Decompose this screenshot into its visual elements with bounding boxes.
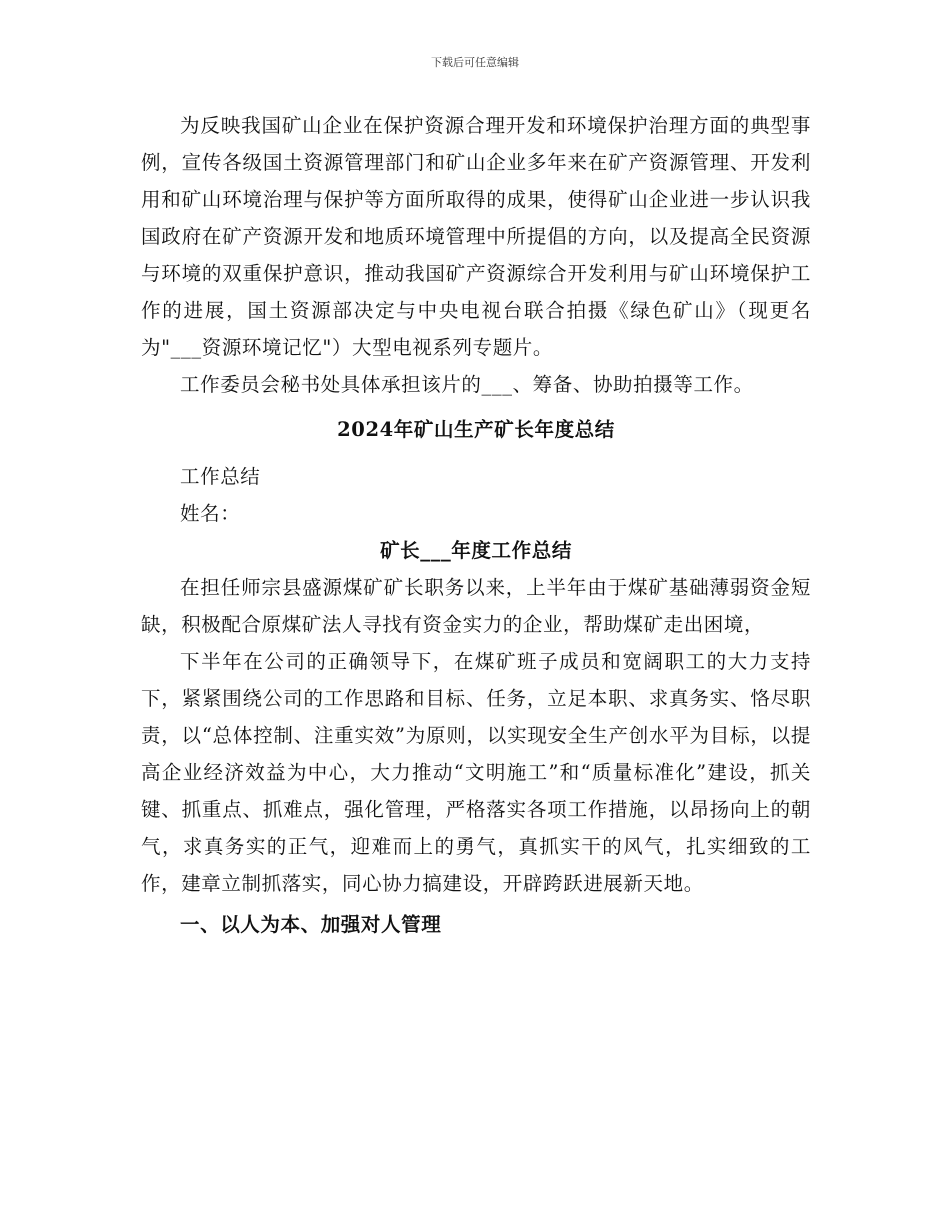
body-paragraph-1: 在担任师宗县盛源煤矿矿长职务以来，上半年由于煤矿基础薄弱资金短缺，积极配合原煤矿法人寻找有资金实力的企业，帮助煤矿走出困境， xyxy=(141,576,811,636)
document-title: 2024年矿山生产矿长年度总结 xyxy=(337,418,615,441)
intro-paragraph-2: 工作委员会秘书处具体承担该片的___、筹备、协助拍摄等工作。 xyxy=(180,373,754,396)
label-name: 姓名： xyxy=(180,502,241,525)
document-subtitle: 矿长___年度工作总结 xyxy=(380,539,572,562)
label-work-summary: 工作总结 xyxy=(180,465,261,488)
body-paragraph-2: 下半年在公司的正确领导下，在煤矿班子成员和宽阔职工的大力支持下，紧紧围绕公司的工作思路和目标、任务，立足本职、求真务实、恪尽职责，以“总体控制、注重实效”为原则，以实现安全生产创水平为目标，以提高企业经济效益为中心，大力推动“文明施工”和“质量标准化”建设，抓关键、抓重点、抓难点，强化管理，严格落实各项工作措施，以昂扬向上的朝气，求真务实的正气，迎难而上的勇气，真抓实干的风气，扎实细致的工作，建章立制抓落实，同心协力搞建设，开辟跨跃进展新天地。 xyxy=(141,650,811,895)
header-note: 下载后可任意编辑 xyxy=(431,56,519,69)
document-body xyxy=(141,107,811,943)
section-heading-1: 一、以人为本、加强对人管理 xyxy=(180,913,442,936)
intro-paragraph-1: 为反映我国矿山企业在保护资源合理开发和环境保护治理方面的典型事例，宣传各级国土资源管理部门和矿山企业多年来在矿产资源管理、开发利用和矿山环境治理与保护等方面所取得的成果，使得矿山企业进一步认识我国政府在矿产资源开发和地质环境管理中所提倡的方向，以及提高全民资源与环境的双重保护意识，推动我国矿产资源综合开发利用与矿山环境保护工作的进展，国土资源部决定与中央电视台联合拍摄《绿色矿山》（现更名为"___资源环境记忆"）大型电视系列专题片。 xyxy=(141,114,811,359)
